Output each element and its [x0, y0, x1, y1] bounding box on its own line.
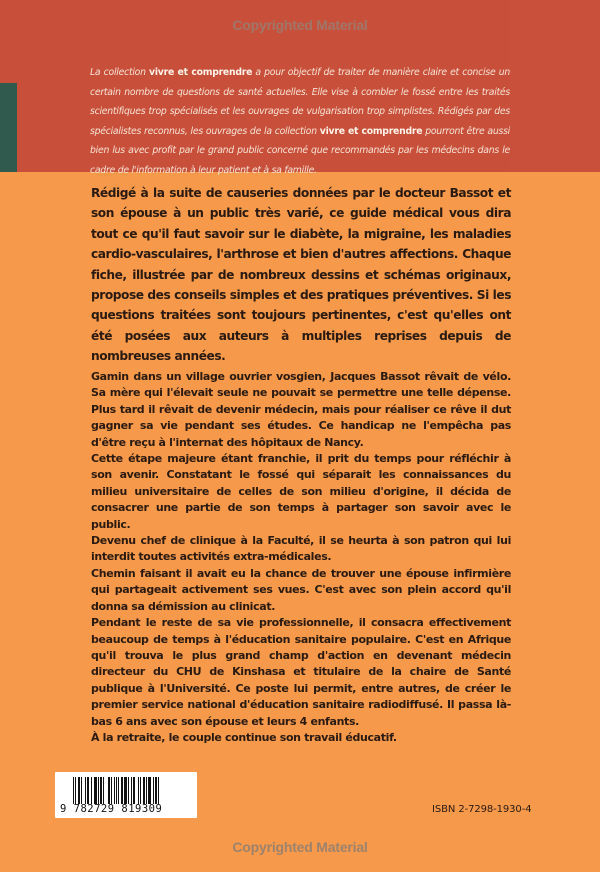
barcode-digits: 9 782729 819309 — [60, 803, 163, 815]
intro-text-2: a pour objectif de traiter de manière claire et concise un certain nombre de questions de santé actuelles. Elle vise à combler le fossé entre les traités scientifiques trop spécialisés et les ouvrages de vulgarisation trop simplistes. Rédigés par des spécialistes reconnus, les ouvrages de la collection — [90, 67, 510, 137]
intro-text-1: La collection — [90, 67, 150, 78]
author-biography — [91, 369, 511, 746]
isbn-number: ISBN 2-7298-1930-4 — [432, 804, 532, 815]
watermark-bottom: Copyrighted Material — [232, 839, 368, 855]
bio-paragraph: Devenu chef de clinique à la Faculté, il se heurta à son patron qui lui interdit toutes activités extra-médicales. — [91, 534, 511, 564]
collection-name: vivre et comprendre — [319, 125, 423, 137]
bio-paragraph: Pendant le reste de sa vie professionnelle, il consacra effectivement beaucoup de temps à l'éducation sanitaire populaire. C'est en Afrique qu'il trouva le plus grand champ d'action en devenant médecin directeur du CHU de Kinshasa et titulaire de la chaire de Santé publique à l'Université. Ce poste lui permit, entre autres, de créer le premier service national d'éducation sanitaire radiodiffusé. Il passa là-bas 6 ans avec son épouse et leurs 4 enfants. — [91, 616, 511, 728]
barcode-bars — [73, 777, 191, 804]
intro-text-3: pourront être aussi bien lus avec profit par le grand public concerné que recommandés par les médecins dans le cadre de l'information à leur patient et à sa famille. — [90, 125, 510, 176]
bio-paragraph: À la retraite, le couple continue son travail éducatif. — [91, 730, 397, 744]
bio-paragraph: Gamin dans un village ouvrier vosgien, Jacques Bassot rêvait de vélo. Sa mère qui l'élevait seule ne pouvait se permettre une telle dépense. Plus tard il rêvait de devenir médecin, mais pour réaliser ce rêve il dut gagner sa vie pendant ses études. Ce handicap ne l'empêcha pas d'être reçu à l'internat des hôpitaux de Nancy. — [91, 370, 511, 449]
barcode — [55, 772, 197, 818]
watermark-top: Copyrighted Material — [232, 17, 368, 33]
book-summary: Rédigé à la suite de causeries données par le docteur Bassot et son épouse à un public très varié, ce guide médical vous dira tout ce qu'il faut savoir sur le diabète, la migraine, les maladies cardio-vasculaires, l'arthrose et bien d'autres affections. Chaque fiche, illustrée par de nombreux dessins et schémas originaux, propose des conseils simples et des pratiques préventives. Si les questions traitées sont toujours pertinentes, c'est qu'elles ont été posées aux auteurs à multiples reprises depuis de nombreuses années. — [91, 186, 511, 364]
bio-paragraph: Cette étape majeure étant franchie, il prit du temps pour réfléchir à son avenir. Constatant le fossé qui séparait les connaissances du milieu universitaire de celles de son milieu d'origine, il décida de consacrer une partie de son temps à partager son savoir avec le public. — [91, 452, 511, 531]
bio-paragraph: Chemin faisant il avait eu la chance de trouver une épouse infirmière qui partageait activement ses vues. C'est avec son plein accord qu'il donna sa démission au clinicat. — [91, 566, 511, 613]
collection-name: vivre et comprendre — [149, 67, 253, 78]
accent-bar — [0, 83, 17, 172]
collection-intro — [90, 63, 510, 180]
